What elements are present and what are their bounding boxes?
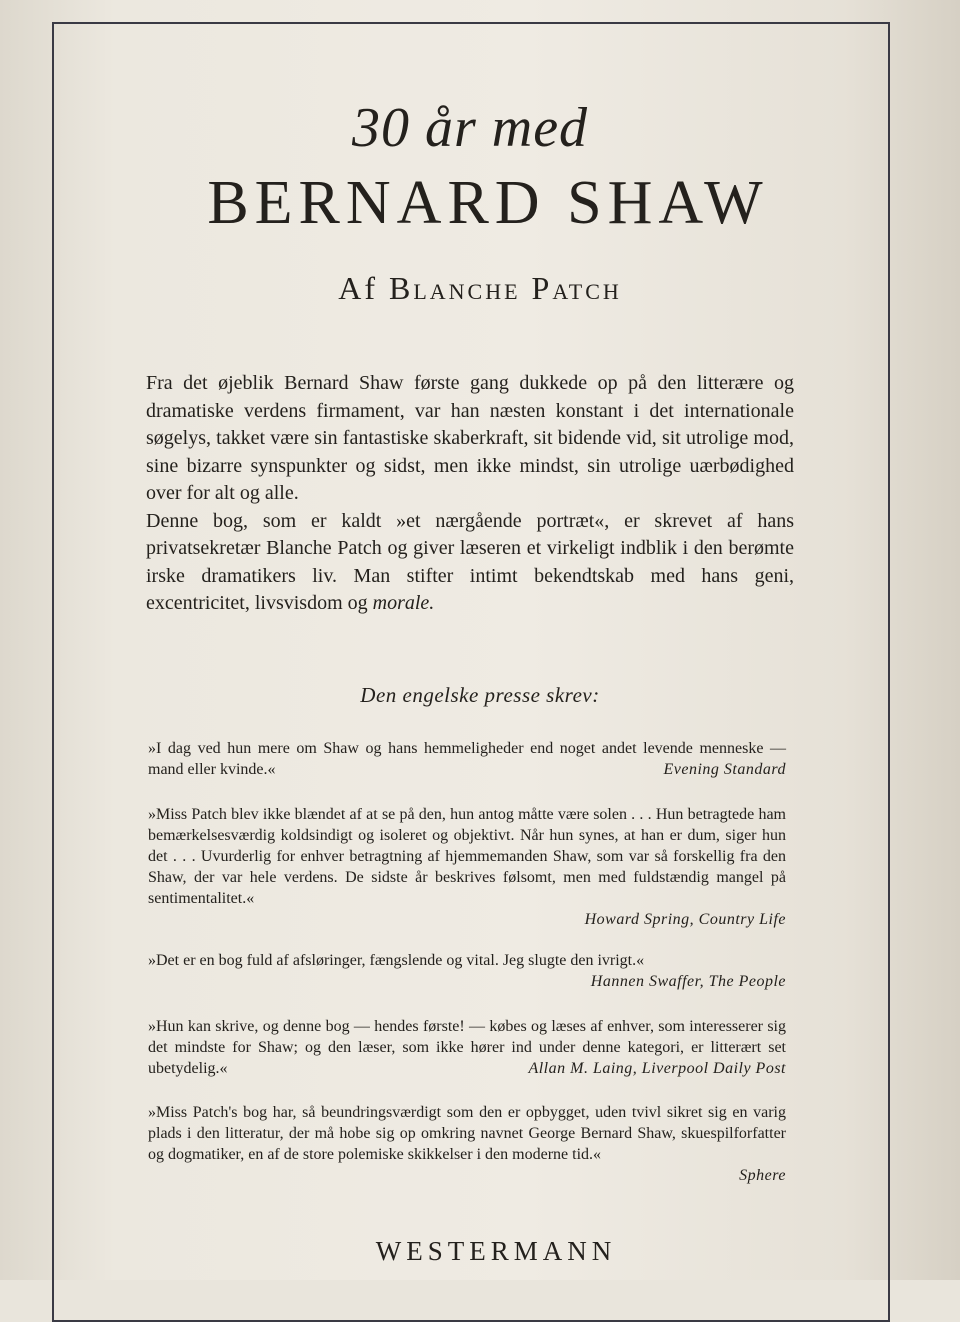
description-paragraph-2-text: Denne bog, som er kaldt »et nærgående portræt«, er skrevet af hans privatsekretær Blanche Patch og giver læseren et virkeligt indblik i den berømte irske dramatikers liv. Man stifter intimt bekendtskab med hans geni, excentricitet, livsvisdom og <box>146 509 794 614</box>
description-paragraph-2 <box>146 508 794 618</box>
byline-prefix: Af <box>338 270 378 306</box>
description <box>146 370 794 618</box>
description-paragraph-1: Fra det øjeblik Bernard Shaw første gang dukkede op på den litterære og dramatiske verdens firmament, var han næsten konstant i det internationale søgelys, takket være sin fantastiske skaberkraft, sit bidende vid, sit utrolige mod, sine bizarre synspunkter og sidst, men ikke mindst, sin utrolige uærbødighed over for alt og alle. <box>146 372 794 504</box>
press-quote <box>148 1016 786 1079</box>
description-paragraph-2-italic: morale. <box>372 592 435 614</box>
press-quote <box>148 804 786 930</box>
quote-source: Sphere <box>739 1167 786 1184</box>
title-line-1: 30 år med <box>351 97 589 159</box>
quote-text: »Det er en bog fuld af afsløringer, fængslende og vital. Jeg slugte den ivrigt.« <box>148 952 645 969</box>
press-quote <box>148 1102 786 1186</box>
byline-author: Blanche Patch <box>388 270 622 306</box>
quote-text: »Miss Patch's bog har, så beundringsværdigt som den er opbygget, uden tvivl sikret sig en varig plads i den litteratur, der må hobe sig op omkring navnet George Bernard Shaw, skuespilforfatter og dogmatiker, en af de store polemiske skikkelser i den moderne tid.« <box>148 1104 786 1163</box>
press-quote <box>148 950 786 992</box>
quote-source: Howard Spring, Country Life <box>584 911 786 928</box>
main-title: BERNARD SHAW <box>207 169 769 237</box>
press-heading: Den engelske presse skrev: <box>360 683 600 707</box>
quote-text: »Hun kan skrive, og denne bog — hendes første! — købes og læses af enhver, som interesserer sig det mindste for Shaw; og den læser, som ikke hører ind under denne kategori, er litterært set ubetydelig.« <box>148 1018 786 1077</box>
quote-text: »Miss Patch blev ikke blændet af at se på den, hun antog måtte være solen . . . Hun betragtede ham bemærkelsesværdig koldsindigt og isoleret og objektivt. Når hun synes, at han er dum, siger hun det . . . Uvurderlig for enhver betragtning af hjemmemanden Shaw, som var så forskellig fra den Shaw, der var hele verdens. De sidste år beskrives følsomt, men med fuldstændig mangel på sentimentalitet.« <box>148 806 786 907</box>
quote-source: Hannen Swaffer, The People <box>590 973 786 990</box>
quote-text: »I dag ved hun mere om Shaw og hans hemmeligheder end noget andet levende menneske — mand eller kvinde.« <box>148 740 786 778</box>
quote-source: Evening Standard <box>663 761 786 778</box>
quote-source: Allan M. Laing, Liverpool Daily Post <box>528 1060 786 1077</box>
publisher-name: WESTERMANN <box>375 1236 617 1266</box>
press-quote <box>148 738 786 780</box>
byline <box>0 270 960 307</box>
